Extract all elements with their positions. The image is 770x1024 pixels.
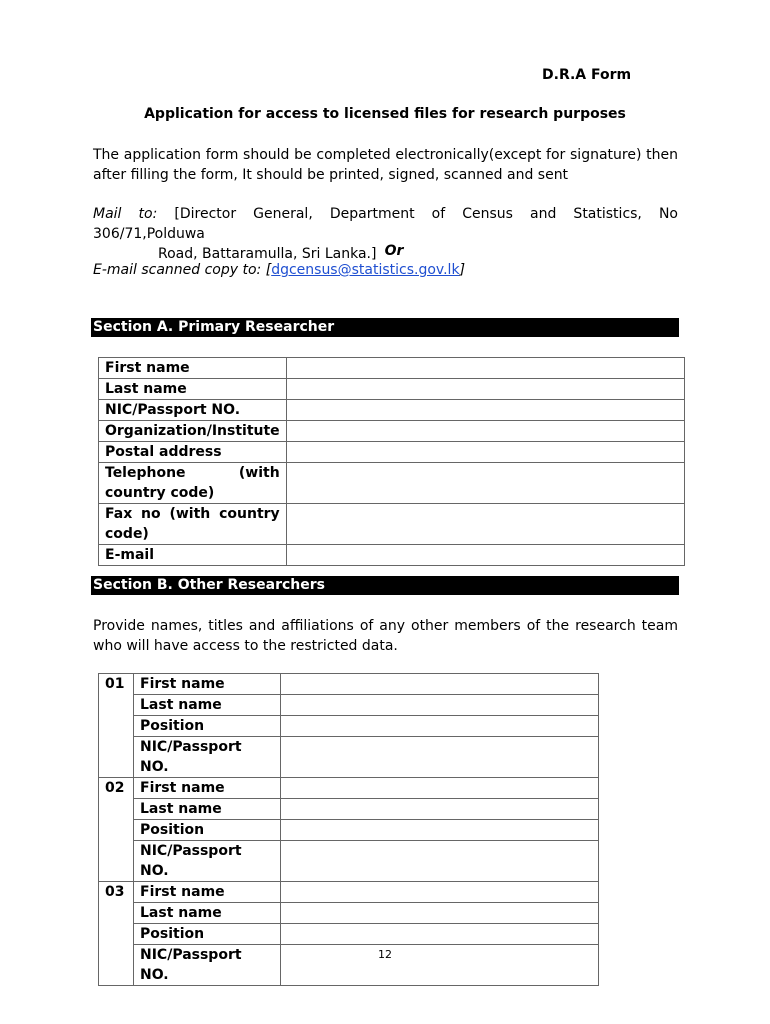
field-value-input[interactable] — [281, 903, 599, 924]
table-row — [99, 695, 599, 716]
field-label: Postal address — [99, 442, 287, 463]
table-row — [99, 421, 685, 442]
field-label: NIC/Passport NO. — [134, 737, 281, 778]
other-researchers-table — [98, 673, 599, 986]
researcher-number: 01 — [99, 674, 134, 778]
field-value-input[interactable] — [281, 882, 599, 903]
field-value-input[interactable] — [281, 716, 599, 737]
field-label: First name — [134, 882, 281, 903]
email-line — [93, 262, 465, 278]
researcher-number: 03 — [99, 882, 134, 986]
field-value-input[interactable] — [286, 442, 684, 463]
table-row — [99, 737, 599, 778]
field-label: NIC/Passport NO. — [134, 841, 281, 882]
email-close: ] — [459, 262, 466, 278]
field-value-input[interactable] — [281, 799, 599, 820]
table-row — [99, 841, 599, 882]
field-label: Last name — [134, 799, 281, 820]
table-row — [99, 545, 685, 566]
field-label: Last name — [134, 903, 281, 924]
field-value-input[interactable] — [286, 358, 684, 379]
field-value-input[interactable] — [281, 674, 599, 695]
field-label: Organization/Institute — [99, 421, 287, 442]
field-label: NIC/Passport NO. — [134, 945, 281, 986]
address-line-1: [Director General, Department of Census and Statistics, No 306/71,Polduwa — [93, 206, 678, 242]
table-row — [99, 799, 599, 820]
primary-researcher-table — [98, 357, 685, 566]
table-row — [99, 820, 599, 841]
field-label: Position — [134, 716, 281, 737]
table-row — [99, 778, 599, 799]
table-row — [99, 379, 685, 400]
field-label: Position — [134, 924, 281, 945]
table-row — [99, 400, 685, 421]
instructions: The application form should be completed electronically(except for signature) then after filling the form, It should be printed, signed, scanned and sent — [93, 147, 678, 183]
field-label: Telephone (with country code) — [99, 463, 287, 504]
field-label: First name — [134, 674, 281, 695]
field-label: Last name — [134, 695, 281, 716]
section-b-description: Provide names, titles and affiliations of any other members of the research team who will have access to the restricted data. — [93, 618, 678, 654]
field-label: Position — [134, 820, 281, 841]
researcher-number: 02 — [99, 778, 134, 882]
field-value-input[interactable] — [286, 463, 684, 504]
table-row — [99, 504, 685, 545]
field-label: Last name — [99, 379, 287, 400]
email-label: E-mail scanned copy to: [ — [93, 262, 272, 278]
table-row — [99, 716, 599, 737]
table-row — [99, 442, 685, 463]
page-title: Application for access to licensed files for research purposes — [144, 106, 626, 122]
section-a-header: Section A. Primary Researcher — [91, 318, 679, 337]
field-label: Fax no (with country code) — [99, 504, 287, 545]
field-value-input[interactable] — [286, 421, 684, 442]
field-value-input[interactable] — [281, 841, 599, 882]
table-row — [99, 882, 599, 903]
field-value-input[interactable] — [281, 820, 599, 841]
field-value-input[interactable] — [281, 924, 599, 945]
field-value-input[interactable] — [281, 737, 599, 778]
or-separator: Or — [384, 243, 404, 259]
mail-label: Mail to: — [93, 206, 175, 222]
field-label: NIC/Passport NO. — [99, 400, 287, 421]
field-label: First name — [99, 358, 287, 379]
field-value-input[interactable] — [281, 778, 599, 799]
page-number: 12 — [378, 948, 392, 961]
field-value-input[interactable] — [286, 379, 684, 400]
field-label: First name — [134, 778, 281, 799]
email-link[interactable]: dgcensus@statistics.gov.lk — [271, 262, 460, 278]
table-row — [99, 463, 685, 504]
field-value-input[interactable] — [281, 695, 599, 716]
field-label: E-mail — [99, 545, 287, 566]
table-row — [99, 358, 685, 379]
table-row — [99, 924, 599, 945]
section-b-header: Section B. Other Researchers — [91, 576, 679, 595]
table-row — [99, 674, 599, 695]
field-value-input[interactable] — [286, 504, 684, 545]
table-row — [99, 903, 599, 924]
address-line-2: Road, Battaramulla, Sri Lanka.] — [158, 246, 377, 262]
form-id: D.R.A Form — [542, 67, 632, 83]
field-value-input[interactable] — [286, 400, 684, 421]
field-value-input[interactable] — [286, 545, 684, 566]
